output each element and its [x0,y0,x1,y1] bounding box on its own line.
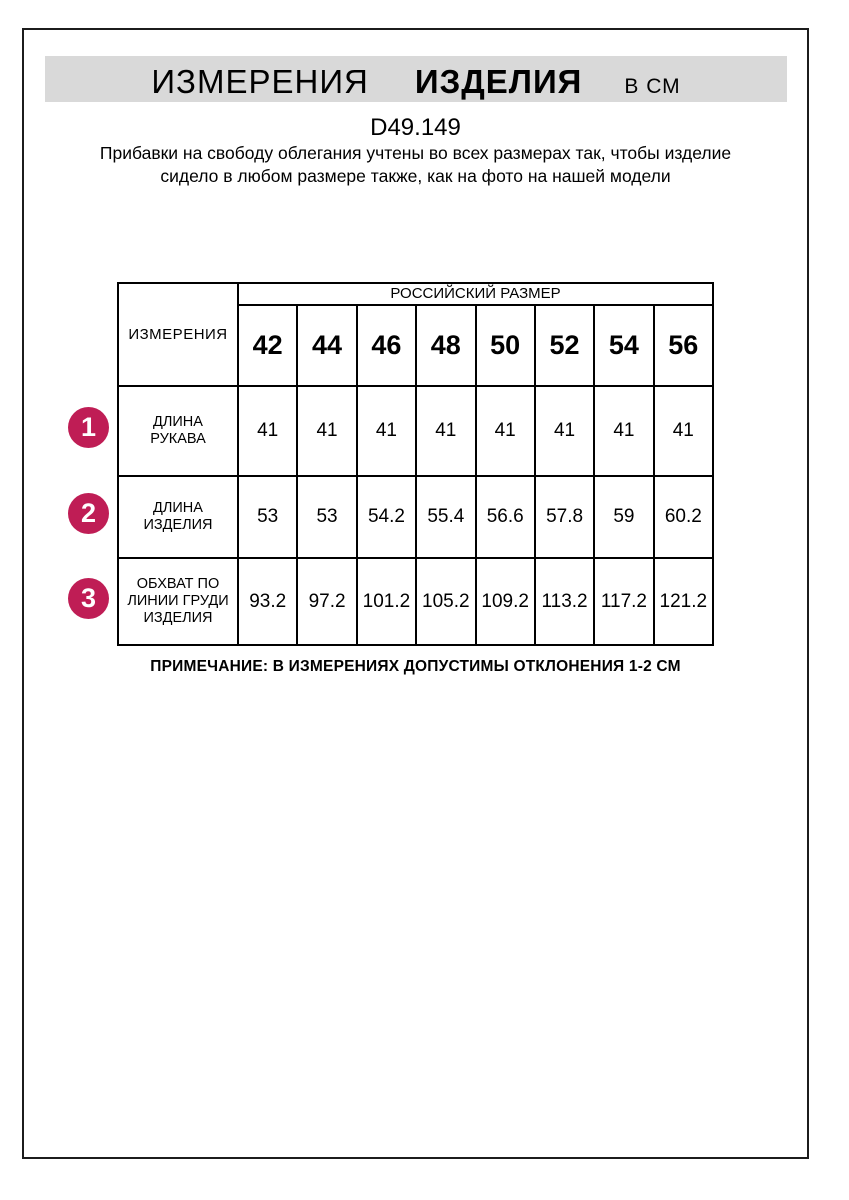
table-row-sleeve-length [118,386,713,476]
badge-number: 3 [80,583,97,613]
title-product: ИЗДЕЛИЯ [414,63,583,100]
table-cell: 59 [594,476,653,558]
table-cell: 56.6 [476,476,535,558]
size-table [117,282,714,646]
size-header: 52 [535,305,594,386]
size-header: 42 [238,305,297,386]
row-number-badge-1 [68,407,109,448]
size-header: 48 [416,305,475,386]
row-number-badge-2 [68,493,109,534]
row-number-badge-3 [68,578,109,619]
badge-number: 2 [80,498,97,528]
title-unit: В СМ [624,75,681,98]
title-measurements: ИЗМЕРЕНИЯ [151,63,369,100]
row-label: ДЛИНА РУКАВА [118,386,238,476]
note-text: ПРИМЕЧАНИЕ: В ИЗМЕРЕНИЯХ ДОПУСТИМЫ ОТКЛОНЕНИЯ 1-2 СМ [150,658,681,675]
table-cell: 41 [535,386,594,476]
table-cell: 113.2 [535,558,594,645]
table-cell: 57.8 [535,476,594,558]
table-cell: 109.2 [476,558,535,645]
intro-paragraph: Прибавки на свободу облегания учтены во всех размерах так, чтобы изделие сидело в любом размере также, как на фото на нашей модели [99,143,732,186]
table-cell: 121.2 [654,558,713,645]
table-cell: 55.4 [416,476,475,558]
size-header: 50 [476,305,535,386]
badge-number: 1 [80,412,97,442]
table-row-item-length [118,476,713,558]
table-cell: 41 [654,386,713,476]
table-cell: 54.2 [357,476,416,558]
table-cell: 105.2 [416,558,475,645]
table-cell: 41 [238,386,297,476]
size-header: 56 [654,305,713,386]
table-cell: 41 [416,386,475,476]
page-border-frame [22,28,809,1159]
size-header: 44 [297,305,356,386]
table-cell: 41 [357,386,416,476]
title-banner [45,56,787,102]
table-cell: 97.2 [297,558,356,645]
table-cell: 41 [297,386,356,476]
table-cell: 117.2 [594,558,653,645]
size-header: 54 [594,305,653,386]
table-cell: 93.2 [238,558,297,645]
table-cell: 41 [476,386,535,476]
table-cell: 41 [594,386,653,476]
size-header: 46 [357,305,416,386]
table-cell: 53 [238,476,297,558]
table-row-chest-girth [118,558,713,645]
row-label: ДЛИНА ИЗДЕЛИЯ [118,476,238,558]
table-group-header-row [118,283,713,305]
table-cell: 53 [297,476,356,558]
table-corner-header: ИЗМЕРЕНИЯ [118,283,238,386]
table-cell: 101.2 [357,558,416,645]
table-group-header: РОССИЙСКИЙ РАЗМЕР [238,283,713,305]
model-number: D49.149 [370,114,461,141]
table-cell: 60.2 [654,476,713,558]
row-label: ОБХВАТ ПО ЛИНИИ ГРУДИ ИЗДЕЛИЯ [118,558,238,645]
